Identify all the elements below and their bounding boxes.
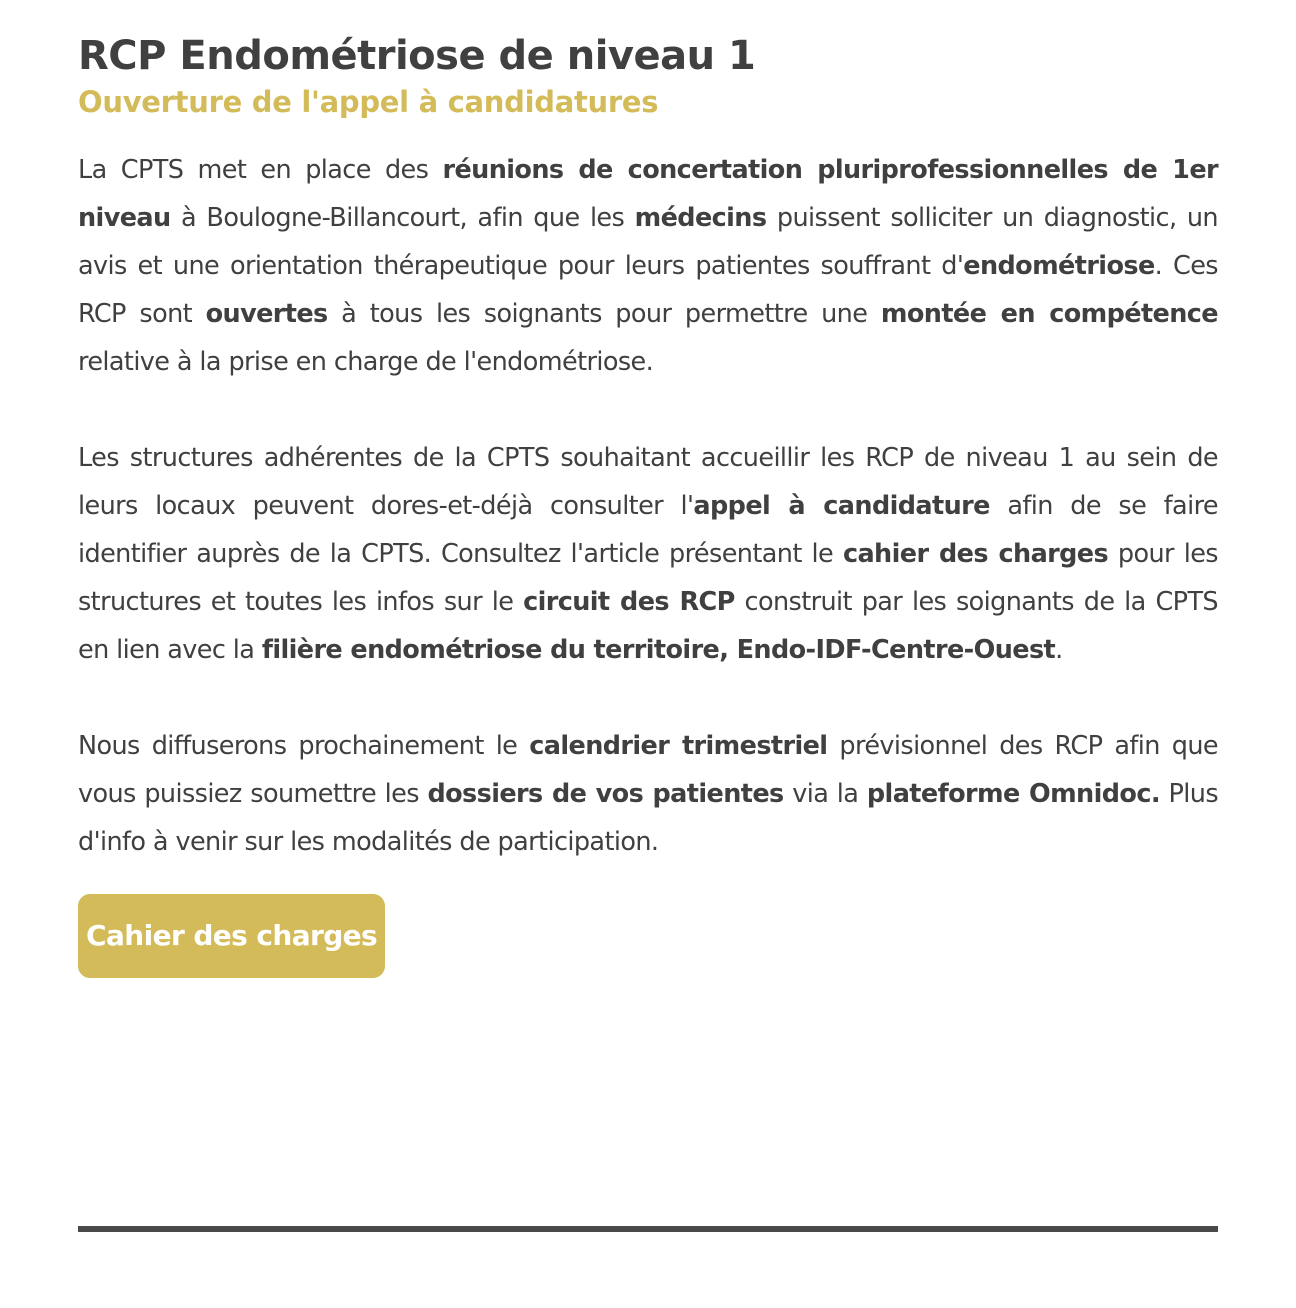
text-run: à tous les soignants pour permettre une (327, 299, 881, 329)
article (78, 30, 1218, 978)
page-subtitle: Ouverture de l'appel à candidatures (78, 85, 659, 119)
bold-text: montée en compétence (880, 299, 1218, 329)
text-run: Nous diffuserons prochainement le (78, 731, 530, 761)
structures-paragraph (78, 434, 1218, 674)
text-run: construit par les soignants de la CPTS en lien avec la (78, 587, 1219, 665)
text-run: via la (783, 779, 867, 809)
bold-text: calendrier trimestriel (529, 731, 828, 761)
paragraph-spacer (78, 386, 1218, 434)
text-run: prévisionnel des RCP afin que vous puissiez soumettre les (78, 731, 1218, 809)
bold-text: filière endométriose du territoire, Endo-IDF-Centre-Ouest (261, 635, 1056, 665)
bold-text: plateforme Omnidoc. (866, 779, 1160, 809)
bold-text: appel à candidature (693, 491, 990, 521)
text-run: afin de se faire identifier auprès de la CPTS. Consultez l'article présentant le (78, 491, 1218, 569)
text-run: Plus d'info à venir sur les modalités de participation. (78, 779, 1219, 857)
page-title: RCP Endométriose de niveau 1 (78, 33, 756, 79)
bold-text: dossiers de vos patientes (427, 779, 784, 809)
bold-text: cahier des charges (842, 539, 1109, 569)
text-run: Les structures adhérentes de la CPTS souhaitant accueillir les RCP de niveau 1 au sein de leurs locaux peuvent dores-et-déjà consulter l' (78, 443, 1218, 521)
bold-text: réunions de concertation pluriprofessionnelles de 1er niveau (78, 155, 1218, 233)
cahier-des-charges-button[interactable]: Cahier des charges (78, 894, 385, 978)
text-run: La CPTS met en place des (78, 155, 443, 185)
bold-text: circuit des RCP (523, 587, 735, 617)
text-run: à Boulogne-Billancourt, afin que les (170, 203, 635, 233)
bold-text: endométriose (963, 251, 1155, 281)
bold-text: ouvertes (205, 299, 328, 329)
divider (78, 1226, 1218, 1232)
text-run: puissent solliciter un diagnostic, un avis et une orientation thérapeutique pour leurs patientes souffrant d' (78, 203, 1218, 281)
text-run: relative à la prise en charge de l'endométriose. (78, 347, 654, 377)
calendar-paragraph (78, 722, 1218, 866)
paragraph-spacer (78, 674, 1218, 722)
intro-paragraph (78, 146, 1218, 386)
text-run: . Ces RCP sont (78, 251, 1218, 329)
text-run: pour les structures et toutes les infos sur le (78, 539, 1218, 617)
text-run: . (1055, 635, 1063, 665)
bold-text: médecins (634, 203, 767, 233)
